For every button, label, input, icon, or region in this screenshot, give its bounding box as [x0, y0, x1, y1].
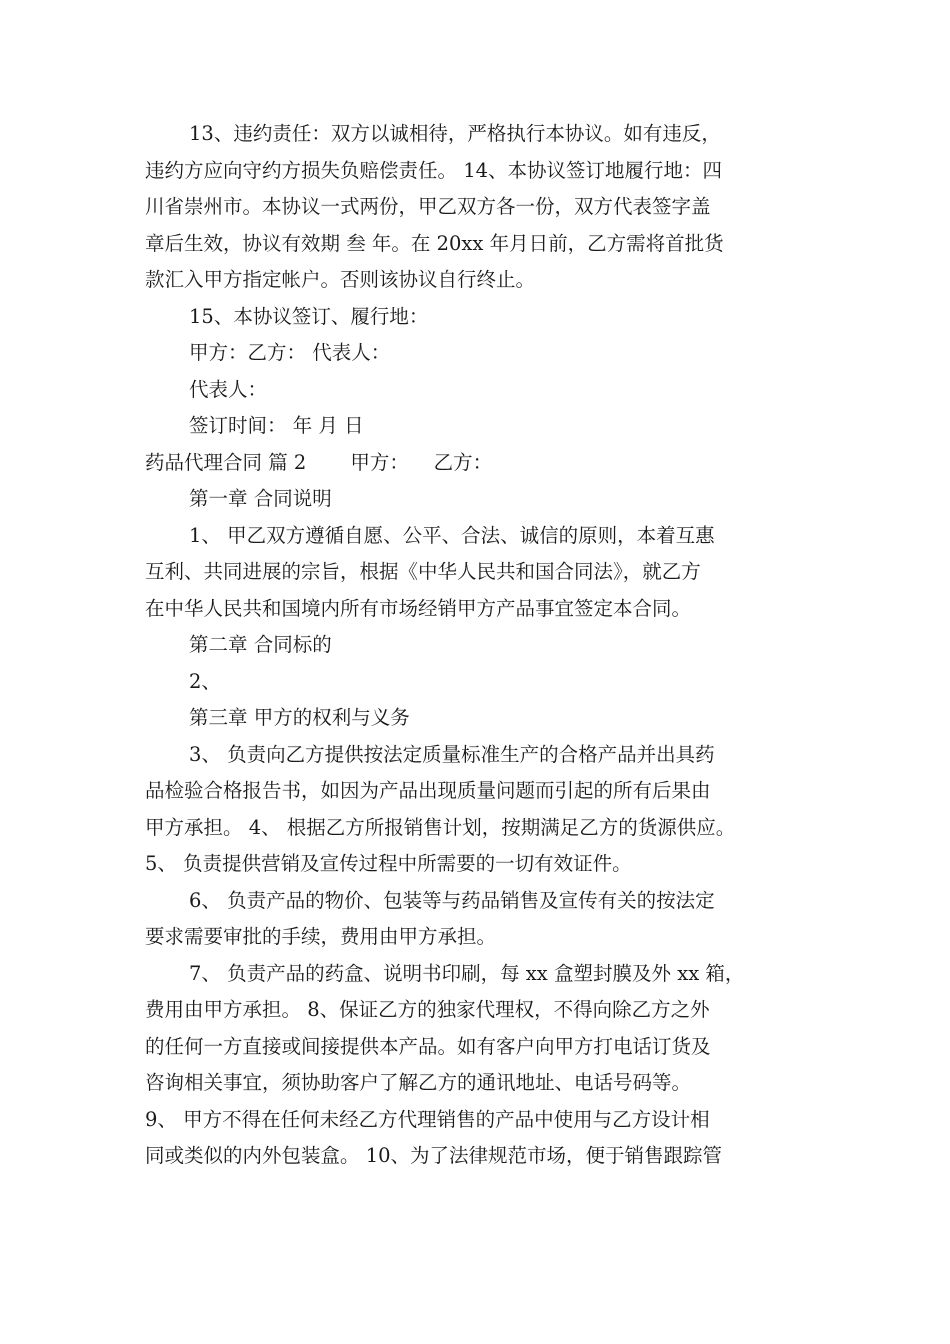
- contract-title: 药品代理合同 篇 2: [145, 450, 307, 474]
- text-line: 费用由甲方承担。 8、保证乙方的独家代理权，不得向除乙方之外: [145, 998, 710, 1021]
- text-line: 2、: [189, 669, 221, 693]
- text-line: 9、 甲方不得在任何未经乙方代理销售的产品中使用与乙方设计相: [145, 1107, 710, 1131]
- text-line: 3、 负责向乙方提供按法定质量标准生产的合格产品并出具药: [189, 742, 715, 766]
- contract-clauses-13-15: [145, 116, 820, 445]
- text-line: 第三章 甲方的权利与义务: [189, 706, 410, 729]
- text-line: 互利、共同进展的宗旨，根据《中华人民共和国合同法》，就乙方: [145, 560, 701, 583]
- text-line: 章后生效，协议有效期 叁 年。在 20xx 年月日前，乙方需将首批货: [145, 231, 724, 255]
- text-line: 7、 负责产品的药盒、说明书印刷，每 xx 盒塑封膜及外 xx 箱，: [189, 961, 745, 985]
- text-line: 咨询相关事宜，须协助客户了解乙方的通讯地址、电话号码等。: [145, 1071, 692, 1094]
- document-body: [145, 116, 820, 1175]
- text-line: 第一章 合同说明: [189, 487, 332, 510]
- party-b-label: 乙方：: [433, 450, 493, 474]
- text-line: 要求需要审批的手续，费用由甲方承担。: [145, 925, 497, 948]
- text-line: 6、 负责产品的物价、包装等与药品销售及宣传有关的按法定: [189, 888, 715, 912]
- contract-heading: [145, 445, 820, 482]
- party-a-label: 甲方：: [350, 450, 409, 474]
- text-line: 款汇入甲方指定帐户。否则该协议自行终止。: [145, 268, 536, 291]
- text-line: 第二章 合同标的: [189, 633, 332, 656]
- text-line: 川省崇州市。本协议一式两份，甲乙双方各一份，双方代表签字盖: [145, 195, 711, 218]
- text-line: 13、违约责任：双方以诚相待，严格执行本协议。如有违反，: [189, 122, 721, 145]
- text-line: 违约方应向守约方损失负赔偿责任。 14、本协议签订地履行地：四: [145, 158, 723, 182]
- contract-chapters: [145, 481, 820, 1175]
- text-line: 在中华人民共和国境内所有市场经销甲方产品事宜签定本合同。: [145, 596, 692, 620]
- text-line: 5、 负责提供营销及宣传过程中所需要的一切有效证件。: [145, 852, 632, 875]
- text-line: 签订时间： 年 月 日: [189, 414, 364, 437]
- text-line: 代表人：: [189, 377, 268, 401]
- text-line: 1、 甲乙双方遵循自愿、公平、合法、诚信的原则，本着互惠: [189, 523, 715, 547]
- text-line: 甲方：乙方： 代表人：: [189, 341, 391, 364]
- text-line: 的任何一方直接或间接提供本产品。如有客户向甲方打电话订货及: [145, 1034, 711, 1058]
- text-line: 15、本协议签订、履行地：: [189, 304, 429, 328]
- text-line: 品检验合格报告书，如因为产品出现质量问题而引起的所有后果由: [145, 779, 711, 802]
- text-line: 同或类似的内外包装盒。 10、为了法律规范市场，便于销售跟踪管: [145, 1144, 723, 1167]
- text-line: 甲方承担。 4、 根据乙方所报销售计划，按期满足乙方的货源供应。: [145, 815, 736, 839]
